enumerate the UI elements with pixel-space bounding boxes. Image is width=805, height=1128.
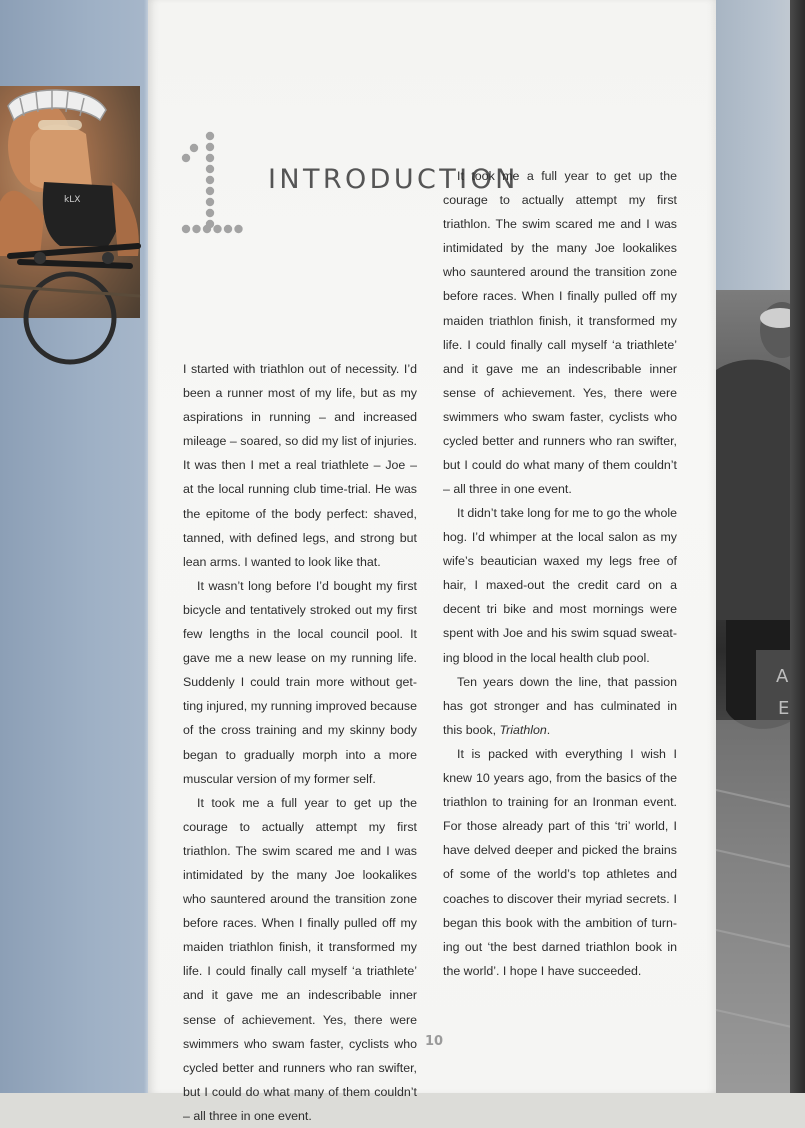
paragraph-6: It is packed with everything I wish I knew 10 years ago, from the basics of the triathlon to training for an Ironman event. For those already part of this ‘tri’ world, I have delved deeper and picked the brains of some of the world’s top athletes and coaches to discover their myriad secrets. I began this book with the ambition of turn-ing out ‘the best darned triathlon book in the world’. I hope I have succeeded. xyxy=(443,746,677,978)
chapter-title: INTRODUCTION xyxy=(268,164,519,195)
numeral-dot xyxy=(206,132,214,140)
numeral-dot xyxy=(192,225,200,233)
numeral-dot xyxy=(206,209,214,217)
paragraph-5-end: . xyxy=(546,722,551,737)
paragraph-3-continued xyxy=(443,164,677,501)
paragraph-4: It didn’t take long for me to go the whole hog. I’d whimper at the local salon as my wife’s beautician waxed my legs free of hair, I maxed-out the credit card on a decent tri bike and most mornings were spent with Joe and his swim squad sweat-ing blood in the local health club pool. xyxy=(443,506,677,665)
numeral-dot xyxy=(206,187,214,195)
numeral-dot xyxy=(182,225,190,233)
paragraph-3-text: It took me a full year to get up the courage to actually attempt my first triathlon. The swim scared me and I was intimidated by the many Joe lookalikes who sauntered around the transition zone before races. When I finally pulled off my maiden triathlon finish, it transformed my life. I could finally call myself ‘a triathlete’ and it gave me an indescribable inner sense of achievement. Yes, there were swimmers who swam faster, cyclists who cycled better and runners who ran swifter, but I could do what many of them couldn’t – all three in one event. xyxy=(183,795,417,1123)
paragraph-5-text: Ten years down the line, that passion has got stronger and has culminated in this book, xyxy=(443,674,677,737)
paragraph-3-text-continued: It took me a full year to get up the courage to actually attempt my first triathlon. The swim scared me and I was intimidated by the many Joe lookalikes who sauntered around the transition zone before races. When I finally pulled off my maiden triathlon finish, it transformed my life. I could finally call myself ‘a triathlete’ and it gave me an indescribable inner sense of achievement. Yes, there were swimmers who swam faster, cyclists who cycled better and runners who ran swifter, but I could do what many of them couldn’t – all three in one event. xyxy=(443,169,677,497)
paragraph-3 xyxy=(183,791,417,1123)
book-title-italic: Triathlon xyxy=(499,722,547,737)
paragraph-2: It wasn’t long before I’d bought my first bicycle and tentatively stroked out my first few lengths in the local council pool. It gave me a new lease on my running life. Suddenly I could train more without get-ting injured, my running improved because of the cross training and my skinny body began to gradually morph into a more muscular version of my former self. xyxy=(183,578,417,786)
numeral-dot xyxy=(213,225,221,233)
cyclist-photo xyxy=(0,86,140,318)
paragraph-5 xyxy=(443,670,677,742)
numeral-dot xyxy=(206,176,214,184)
numeral-dot xyxy=(182,154,190,162)
numeral-dot xyxy=(206,198,214,206)
text-column-left xyxy=(183,357,417,1123)
numeral-dot xyxy=(190,144,198,152)
numeral-dot xyxy=(206,143,214,151)
page-number: 10 xyxy=(424,1034,444,1049)
numeral-dot xyxy=(234,225,242,233)
svg-text:kLX: kLX xyxy=(64,195,81,205)
numeral-dot xyxy=(206,154,214,162)
paragraph-3-continued-clip xyxy=(443,169,677,501)
numeral-dot xyxy=(224,225,232,233)
paragraph-1: I started with triathlon out of necessity. I’d been a runner most of my life, but as my aspirations in running – and increased mileage – soared, so did my list of injuries. It was then I met a real triathlete – Joe – at the local running club time-trial. He was the epitome of the body perfect: shaved, tanned, with defined legs, and strong but lean arms. I wanted to look like that. xyxy=(183,362,417,569)
numeral-dot xyxy=(206,165,214,173)
text-column-right xyxy=(443,169,677,983)
svg-text:E: E xyxy=(778,698,790,719)
cyclist-illustration xyxy=(0,86,140,318)
numeral-dot xyxy=(203,225,211,233)
page-edge-shadow xyxy=(790,0,805,1093)
svg-text:A: A xyxy=(776,666,789,687)
chapter-number-dot-glyph xyxy=(180,130,242,236)
